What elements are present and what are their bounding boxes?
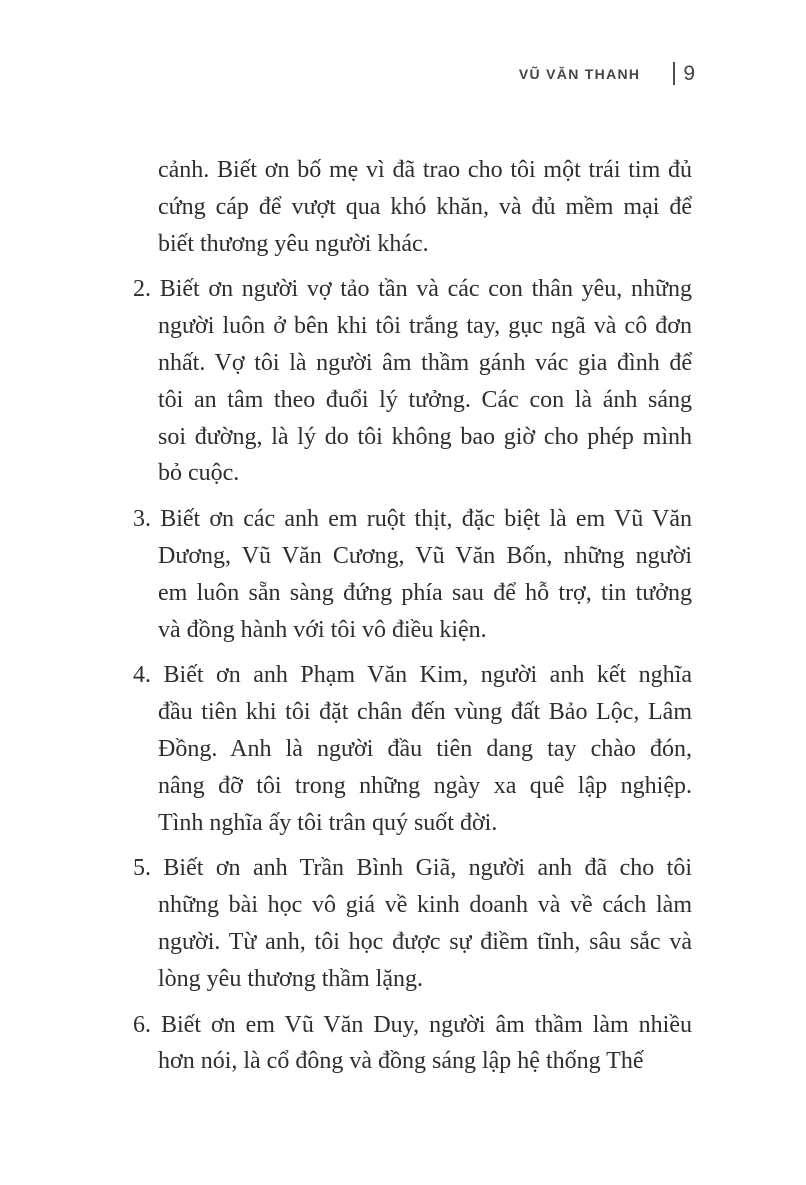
text-line: cảnh. Biết ơn bố mẹ vì đã trao cho tôi một trái tim đủ bbox=[158, 157, 692, 183]
text-line: soi đường, là lý do tôi không bao giờ cho phép mình bbox=[158, 423, 692, 450]
text-line: bỏ cuộc. bbox=[158, 460, 240, 487]
item-number: 3. bbox=[133, 506, 151, 533]
page-number: 9 bbox=[683, 62, 695, 85]
header-author: VŨ VĂN THANH bbox=[518, 65, 641, 82]
text-line: nhất. Vợ tôi là người âm thầm gánh vác gia đình để bbox=[158, 349, 692, 376]
list-item bbox=[133, 1007, 692, 1081]
page-body bbox=[133, 152, 692, 1080]
text-line: và đồng hành với tôi vô điều kiện. bbox=[158, 616, 487, 643]
item-number: 6. bbox=[133, 1011, 151, 1038]
text-line: tôi an tâm theo đuổi lý tưởng. Các con là ánh sáng bbox=[158, 386, 692, 413]
text-line: em luôn sẵn sàng đứng phía sau để hỗ trợ, tin tưởng bbox=[158, 579, 692, 606]
text-line: người. Từ anh, tôi học được sự điềm tĩnh, sâu sắc và bbox=[158, 928, 692, 955]
text-line: 3. Biết ơn các anh em ruột thịt, đặc biệt là em Vũ Văn bbox=[133, 506, 693, 533]
item-number: 4. bbox=[133, 662, 151, 689]
text-line: người luôn ở bên khi tôi trắng tay, gục ngã và cô đơn bbox=[158, 313, 692, 340]
text-line: biết thương yêu người khác. bbox=[158, 230, 429, 257]
page-header bbox=[519, 62, 695, 85]
text-line: đầu tiên khi tôi đặt chân đến vùng đất Bảo Lộc, Lâm bbox=[158, 699, 692, 726]
text-line: hơn nói, là cổ đông và đồng sáng lập hệ thống Thế bbox=[158, 1048, 644, 1075]
list-item bbox=[133, 501, 692, 648]
text-line: 5. Biết ơn anh Trần Bình Giã, người anh đã cho tôi bbox=[133, 855, 692, 882]
text-line: 6. Biết ơn em Vũ Văn Duy, người âm thầm làm nhiều bbox=[133, 1011, 693, 1038]
list-item bbox=[133, 271, 692, 492]
text-line: 4. Biết ơn anh Phạm Văn Kim, người anh kết nghĩa bbox=[133, 662, 693, 689]
text-line: nâng đỡ tôi trong những ngày xa quê lập nghiệp. bbox=[158, 772, 692, 799]
text-line: những bài học vô giá về kinh doanh và về cách làm bbox=[158, 892, 692, 919]
text-line: Tình nghĩa ấy tôi trân quý suốt đời. bbox=[158, 809, 498, 836]
text-line: cứng cáp để vượt qua khó khăn, và đủ mềm mại để bbox=[158, 193, 692, 220]
list-item bbox=[133, 850, 692, 997]
list-item bbox=[133, 657, 692, 841]
list-item bbox=[133, 152, 692, 262]
item-number: 5. bbox=[133, 855, 151, 882]
text-line: lòng yêu thương thầm lặng. bbox=[158, 965, 423, 992]
text-line: 2. Biết ơn người vợ tảo tần và các con thân yêu, những bbox=[133, 276, 692, 303]
text-line: Đồng. Anh là người đầu tiên dang tay chào đón, bbox=[158, 735, 692, 762]
item-number: 2. bbox=[133, 276, 151, 303]
header-divider bbox=[673, 62, 675, 85]
text-line: Dương, Vũ Văn Cương, Vũ Văn Bốn, những người bbox=[158, 542, 692, 569]
